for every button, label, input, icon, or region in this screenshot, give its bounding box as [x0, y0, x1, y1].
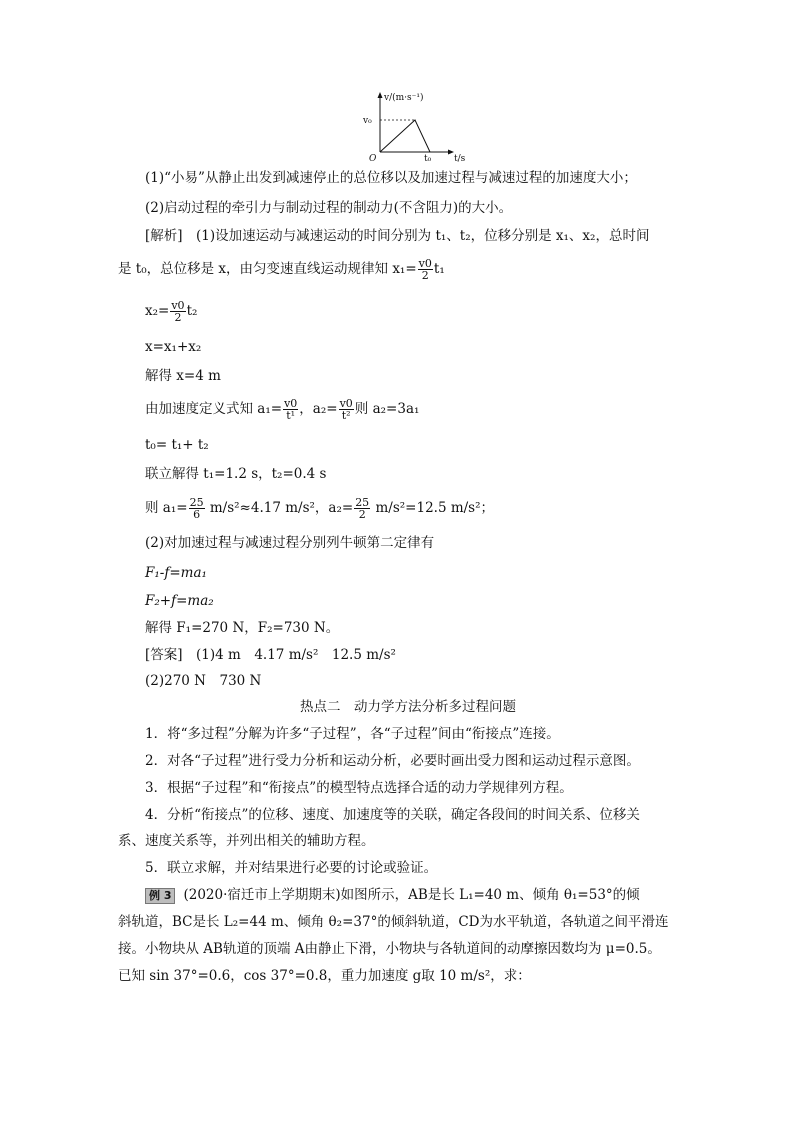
- section-title: 热点二 动力学方法分析多过程问题: [300, 699, 516, 715]
- step-1: 1．将“多过程”分解为许多“子过程”，各“子过程”间由“衔接点”连接。: [145, 726, 560, 742]
- step-4-line-1: 4．分析“衔接点”的位移、速度、加速度等的关联，确定各段间的时间关系、位移关: [145, 807, 640, 823]
- y-axis-arrow: [378, 92, 383, 98]
- v0-label: v₀: [363, 116, 372, 126]
- origin-label: O: [369, 154, 377, 164]
- x2-equation: x₂= $\frac{v0}{2}$ t₂: [145, 299, 198, 324]
- example-line-1: 例 3 (2020·宿迁市上学期期末)如图所示，AB是长 L₁=40 m、倾角 θ₁=53°的倾: [145, 885, 640, 905]
- t0-sum: t₀= t₁+ t₂: [145, 437, 209, 453]
- answer-2: (2)270 N 730 N: [145, 673, 262, 689]
- step-5: 5．联立求解，并对结果进行必要的讨论或验证。: [145, 860, 438, 876]
- step-4-line-2: 系、速度关系等，并列出相关的辅助方程。: [118, 833, 375, 849]
- fraction-v0-over-t2: $\frac{v0}{\text{t²}}$: [339, 397, 353, 422]
- solve-forces: 解得 F₁=270 N，F₂=730 N。: [145, 620, 340, 636]
- example-badge: 例 3: [145, 888, 175, 904]
- x-sum-equation: x=x₁+x₂: [145, 339, 202, 355]
- solve-x: 解得 x=4 m: [145, 368, 221, 384]
- velocity-curve: [380, 120, 430, 152]
- example-line-4: 已知 sin 37°=0.6，cos 37°=0.8，重力加速度 g取 10 m/s²，求：: [118, 968, 531, 984]
- question-2: (2)启动过程的牵引力与制动过程的制动力(不含阻力)的大小。: [145, 200, 513, 216]
- y-axis-label: v/(m·s⁻¹): [384, 93, 424, 103]
- solve-t: 联立解得 t₁=1.2 s，t₂=0.4 s: [145, 466, 327, 482]
- t0-label: t₀: [424, 154, 432, 164]
- fraction-v0-over-2: $\frac{v0}{2}$: [418, 257, 432, 282]
- solution-line-2: 是 t₀，总位移是 x，由匀变速直线运动规律知 x₁= $\frac{v0}{2}$ t₁: [118, 257, 445, 282]
- part-2-intro: (2)对加速过程与减速过程分别列牛顿第二定律有: [145, 535, 435, 551]
- velocity-time-graph: [360, 90, 480, 164]
- fraction-v0-over-t1: $\frac{v0}{\text{t¹}}$: [284, 397, 298, 422]
- solution-line-1: [解析] (1)设加速运动与减速运动的时间分别为 t₁、t₂，位移分别是 x₁、x₂，总时间: [145, 228, 650, 244]
- answer-1: [答案] (1)4 m 4.17 m/s² 12.5 m/s²: [145, 647, 396, 663]
- step-2: 2．对各“子过程”进行受力分析和运动分析，必要时画出受力图和运动过程示意图。: [145, 753, 640, 769]
- question-1: (1)“小易”从静止出发到减速停止的总位移以及加速过程与减速过程的加速度大小；: [145, 170, 637, 186]
- solution-line-2-text: 是 t₀，总位移是 x，由匀变速直线运动规律知 x₁=: [118, 261, 417, 277]
- step-3: 3．根据“子过程”和“衔接点”的模型特点选择合适的动力学规律列方程。: [145, 780, 573, 796]
- x-axis-label: t/s: [454, 154, 466, 164]
- acceleration-result: 则 a₁= $\frac{25}{6}$ m/s²≈4.17 m/s²，a₂= $\frac{25}{2}$ m/s²=12.5 m/s²；: [145, 496, 495, 521]
- acceleration-definition: 由加速度定义式知 a₁= $\frac{v0}{\text{t¹}}$ ，a₂= $\frac{v0}{\text{t²}}$ 则 a₂=3a₁: [145, 397, 420, 422]
- newton-eq-2: F₂+f=ma₂: [145, 593, 214, 609]
- fraction-25-over-6: $\frac{25}{6}$: [189, 496, 204, 521]
- example-line-3: 接。小物块从 AB轨道的顶端 A由静止下滑，小物块与各轨道间的动摩擦因数均为 μ=0.5。: [118, 941, 661, 957]
- fraction-v0-over-2: $\frac{v0}{2}$: [171, 299, 185, 324]
- newton-eq-1: F₁-f=ma₁: [145, 565, 207, 581]
- fraction-25-over-2: $\frac{25}{2}$: [355, 496, 370, 521]
- example-line-2: 斜轨道，BC是长 L₂=44 m、倾角 θ₂=37°的倾斜轨道，CD为水平轨道，各轨道之间平滑连: [118, 914, 669, 930]
